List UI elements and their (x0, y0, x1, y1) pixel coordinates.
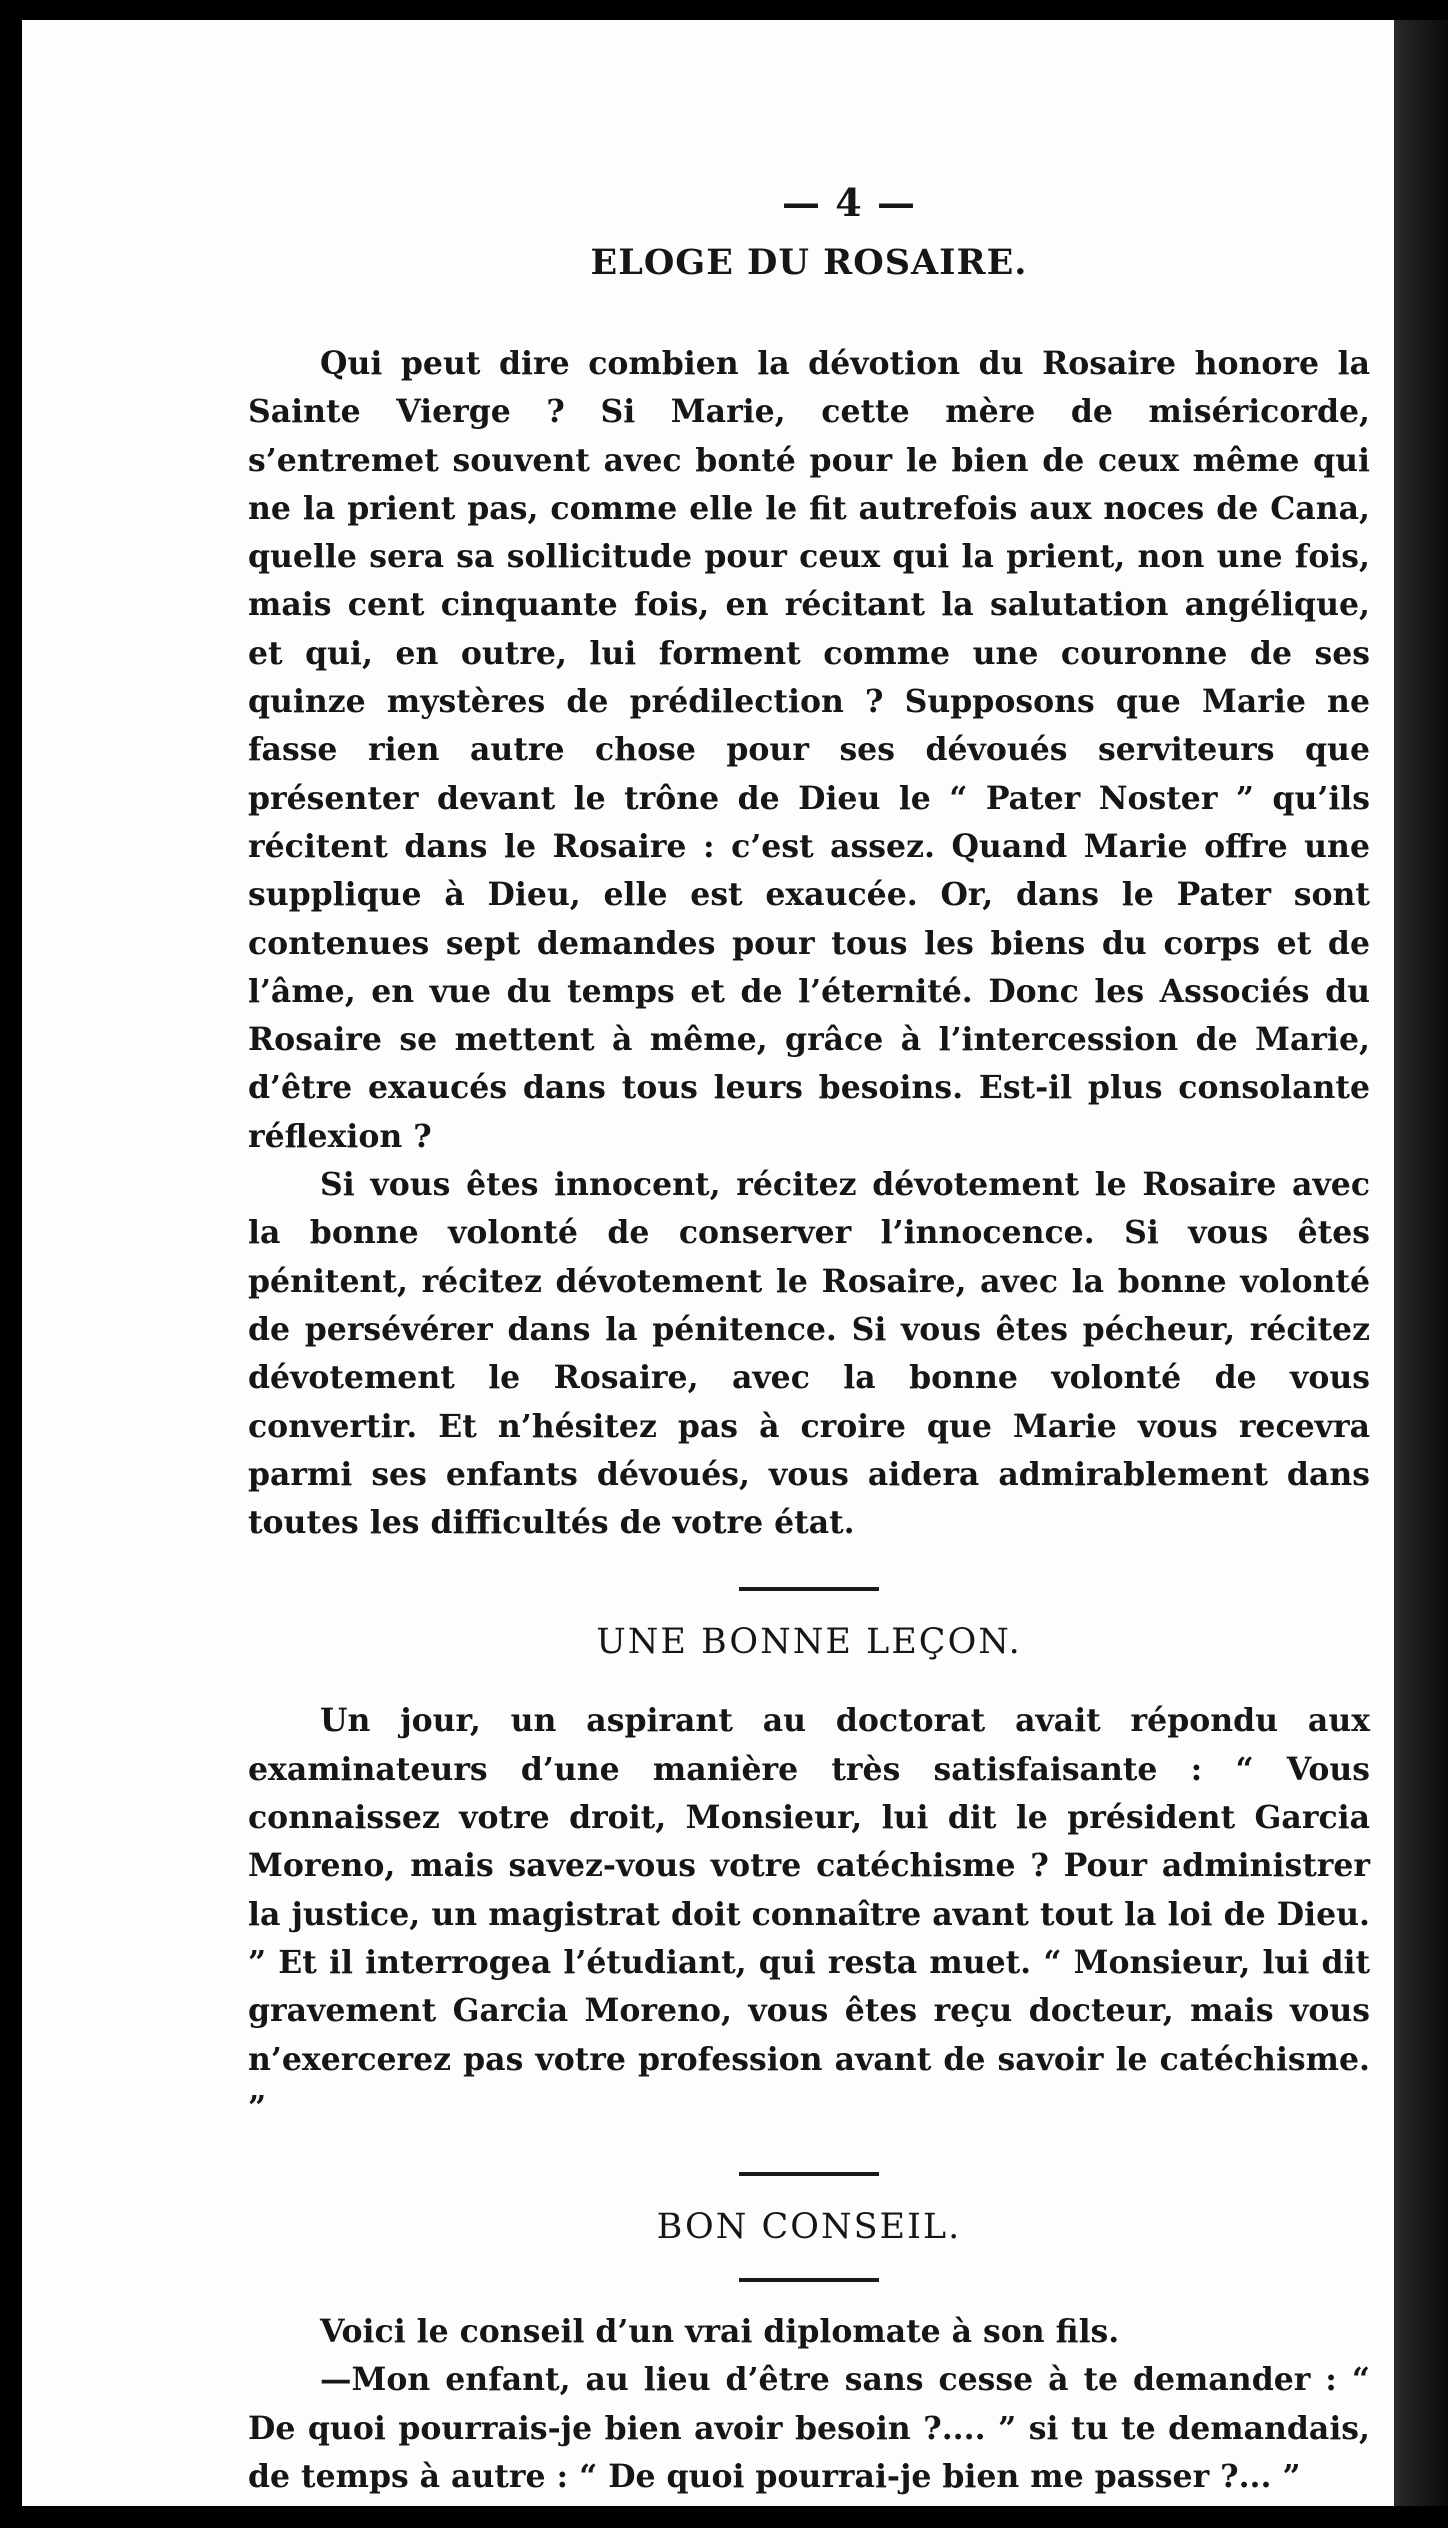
section-title-eloge: ELOGE DU ROSAIRE. (590, 242, 1028, 283)
paragraph-conseil-2: —Mon enfant, au lieu d’être sans cesse à te demander : “ De quoi pourrais-je bien avoir besoin ?.... ” si tu te demandais, de temps à autre : “ De quoi pourrai-je bien me passer ?... ” (248, 2361, 1370, 2495)
paragraph-conseil-1: Voici le conseil d’un vrai diplomate à son fils. (320, 2313, 1120, 2351)
page-edge-shadow (1394, 20, 1448, 2506)
paragraph-eloge-2: Si vous êtes innocent, récitez dévotement le Rosaire avec la bonne volonté de conserver l’innocence. Si vous êtes pénitent, récitez dévotement le Rosaire, avec la bonne volonté de persévérer dans la pénitence. Si vous êtes pécheur, récitez dévotement le Rosaire, avec la bonne volonté de vous convertir. Et n’hésitez pas à croire que Marie vous recevra parmi ses enfants dévoués, vous aidera admirablement dans toutes les difficultés de votre état. (248, 1166, 1370, 1542)
section-title-conseil: BON CONSEIL. (656, 2207, 962, 2248)
page-number: — 4 — (782, 180, 916, 225)
page-content (248, 168, 1370, 2501)
paragraph-lecon-1: Un jour, un aspirant au doctorat avait répondu aux examinateurs d’une manière très satisfaisante : “ Vous connaissez votre droit, Monsieur, lui dit le président Garcia Moreno, mais savez-vous votre catéchisme ? Pour administrer la justice, un magistrat doit connaître avant tout la loi de Dieu. ” Et il interrogea l’étudiant, qui resta muet. “ Monsieur, lui dit gravement Garcia Moreno, vous êtes reçu docteur, mais vous n’exercerez pas votre profession avant de savoir le catéchisme. ” (248, 1702, 1370, 2126)
paragraph-eloge-1: Qui peut dire combien la dévotion du Rosaire honore la Sainte Vierge ? Si Marie, cette mère de miséricorde, s’entremet souvent avec bonté pour le bien de ceux même qui ne la prient pas, comme elle le fit autrefois aux noces de Cana, quelle sera sa sollicitude pour ceux qui la prient, non une fois, mais cent cinquante fois, en récitant la salutation angélique, et qui, en outre, lui forment comme une couronne de ses quinze mystères de prédilection ? Supposons que Marie ne fasse rien autre chose pour ses dévoués serviteurs que présenter devant le trône de Dieu le “ Pater Noster ” qu’ils récitent dans le Rosaire : c’est assez. Quand Marie offre une supplique à Dieu, elle est exaucée. Or, dans le Pater sont contenues sept demandes pour tous les biens du corps et de l’âme, en vue du temps et de l’éternité. Donc les Associés du Rosaire se mettent à même, grâce à l’intercession de Marie, d’être exaucés dans tous leurs besoins. Est-il plus consolante réflexion ? (248, 345, 1370, 1155)
section-title-lecon: UNE BONNE LEÇON. (596, 1622, 1022, 1663)
